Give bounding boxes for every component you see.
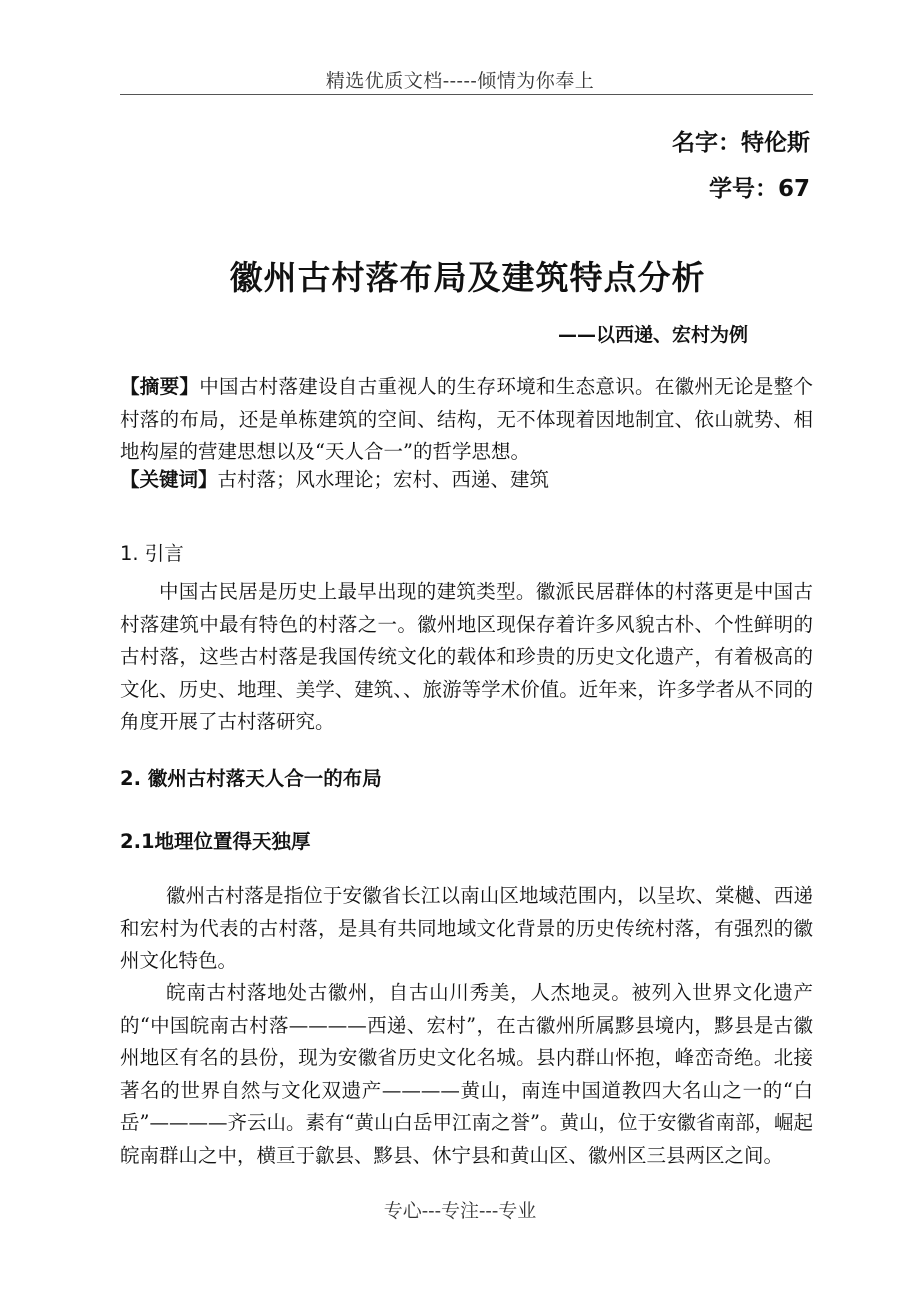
- keywords: [120, 464, 813, 497]
- abstract-label: 【摘要】: [120, 375, 200, 398]
- abstract-text: 中国古村落建设自古重视人的生存环境和生态意识。在徽州无论是整个村落的布局，还是单栋建筑的空间、结构，无不体现着因地制宜、依山就势、相地构屋的营建思想以及“天人合一”的哲学思想。: [120, 375, 813, 463]
- keywords-text: 古村落；风水理论；宏村、西递、建筑: [217, 468, 550, 491]
- geography-paragraph-2: 皖南古村落地处古徽州，自古山川秀美，人杰地灵。被列入世界文化遗产的“中国皖南古村落————西递、宏村”，在古徽州所属黟县境内，黟县是古徽州地区有名的县份，现为安徽省历史文化名城。县内群山怀抱，峰峦奇绝。北接著名的世界自然与文化双遗产————黄山，南连中国道教四大名山之一的“白岳”————齐云山。素有“黄山白岳甲江南之誉”。黄山，位于安徽省南部，崛起皖南群山之中，横亘于歙县、黟县、休宁县和黄山区、徽州区三县两区之间。: [120, 981, 813, 1167]
- introduction-paragraph: 中国古民居是历史上最早出现的建筑类型。徽派民居群体的村落更是中国古村落建筑中最有特色的村落之一。徽州地区现保存着许多风貌古朴、个性鲜明的古村落，这些古村落是我国传统文化的载体和珍贵的历史文化遗产，有着极高的文化、历史、地理、美学、建筑、、旅游等学术价值。近年来，许多学者从不同的角度开展了古村落研究。: [120, 580, 813, 733]
- author-name: 名字：特伦斯: [672, 130, 810, 156]
- page-footer: 专心---专注---专业: [383, 1200, 537, 1222]
- section-heading-layout: 2. 徽州古村落天人合一的布局: [120, 767, 382, 790]
- student-id: 学号：67: [708, 176, 810, 202]
- document-subtitle: ——以西递、宏村为例: [557, 324, 748, 346]
- header-divider: [120, 94, 813, 95]
- abstract: [120, 371, 813, 469]
- keywords-label: 【关键词】: [120, 468, 218, 491]
- page-header: 精选优质文档-----倾情为你奉上: [325, 70, 595, 92]
- document-title: 徽州古村落布局及建筑特点分析: [229, 258, 706, 297]
- geography-paragraph-1: 徽州古村落是指位于安徽省长江以南山区地域范围内，以呈坎、棠樾、西递和宏村为代表的古村落，是具有共同地域文化背景的历史传统村落，有强烈的徽州文化特色。: [120, 884, 813, 972]
- subsection-heading-geography: 2.1地理位置得天独厚: [120, 830, 311, 853]
- section-heading-introduction: 1. 引言: [120, 542, 184, 565]
